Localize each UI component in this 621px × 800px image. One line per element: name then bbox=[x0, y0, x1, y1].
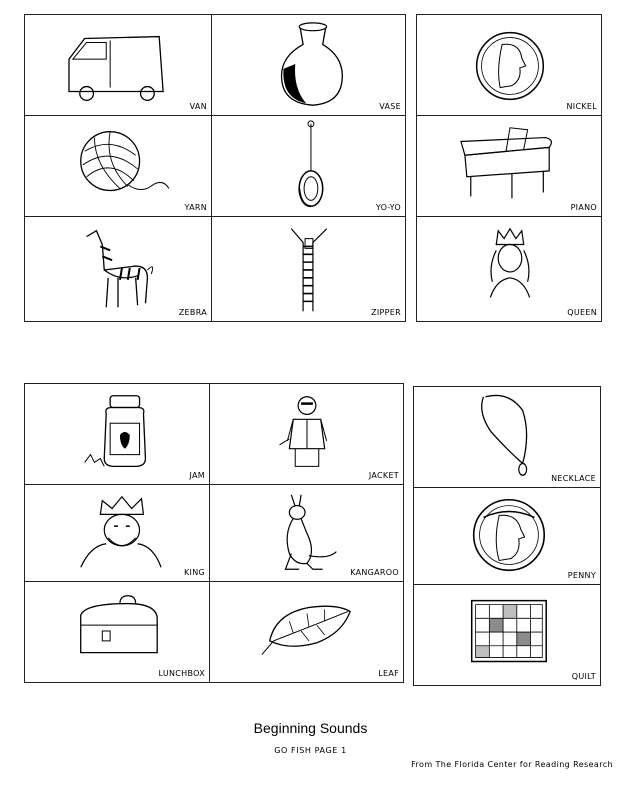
card-label: ZEBRA bbox=[178, 308, 207, 317]
card-nickel bbox=[416, 14, 602, 116]
card-label: LEAF bbox=[378, 669, 399, 678]
page-subtitle: GO FISH PAGE 1 bbox=[274, 746, 347, 755]
zipper-icon bbox=[212, 217, 405, 321]
card-label: VASE bbox=[379, 102, 401, 111]
card-label: QUILT bbox=[571, 672, 596, 681]
card-label: PENNY bbox=[567, 571, 596, 580]
yoyo-icon bbox=[212, 116, 405, 216]
card-zipper bbox=[211, 216, 406, 322]
card-label: KING bbox=[184, 568, 205, 577]
card-penny bbox=[413, 487, 601, 585]
card-king bbox=[24, 484, 210, 582]
card-label: VAN bbox=[189, 102, 207, 111]
leaf-icon bbox=[210, 582, 403, 682]
king-icon bbox=[25, 485, 209, 581]
card-necklace bbox=[413, 386, 601, 488]
card-label: ZIPPER bbox=[371, 308, 401, 317]
card-vase bbox=[211, 14, 406, 116]
lunchbox-icon bbox=[25, 582, 209, 682]
card-label: QUEEN bbox=[567, 308, 597, 317]
card-label: YARN bbox=[184, 203, 207, 212]
quilt-icon bbox=[414, 585, 600, 685]
nickel-icon bbox=[417, 15, 601, 115]
card-yoyo bbox=[211, 115, 406, 217]
card-label: NICKEL bbox=[566, 102, 597, 111]
page-title: Beginning Sounds bbox=[253, 720, 368, 736]
card-label: YO-YO bbox=[375, 203, 401, 212]
jacket-icon bbox=[210, 384, 403, 484]
card-label: JACKET bbox=[368, 471, 399, 480]
kangaroo-icon bbox=[210, 485, 403, 581]
queen-icon bbox=[417, 217, 601, 321]
card-label: KANGAROO bbox=[350, 568, 399, 577]
card-label: LUNCHBOX bbox=[158, 669, 205, 678]
card-label: JAM bbox=[189, 471, 205, 480]
card-queen bbox=[416, 216, 602, 322]
card-quilt bbox=[413, 584, 601, 686]
card-kangaroo bbox=[209, 484, 404, 582]
card-jam bbox=[24, 383, 210, 485]
piano-icon bbox=[417, 116, 601, 216]
yarn-icon bbox=[25, 116, 211, 216]
zebra-icon bbox=[25, 217, 211, 321]
penny-icon bbox=[414, 488, 600, 584]
necklace-icon bbox=[414, 387, 600, 487]
card-jacket bbox=[209, 383, 404, 485]
card-van bbox=[24, 14, 212, 116]
card-label: PIANO bbox=[570, 203, 597, 212]
card-leaf bbox=[209, 581, 404, 683]
card-piano bbox=[416, 115, 602, 217]
credit-line: From The Florida Center for Reading Research bbox=[411, 760, 613, 769]
vase-icon bbox=[212, 15, 405, 115]
card-yarn bbox=[24, 115, 212, 217]
van-icon bbox=[25, 15, 211, 115]
jam-icon bbox=[25, 384, 209, 484]
card-lunchbox bbox=[24, 581, 210, 683]
card-label: NECKLACE bbox=[551, 474, 596, 483]
card-zebra bbox=[24, 216, 212, 322]
